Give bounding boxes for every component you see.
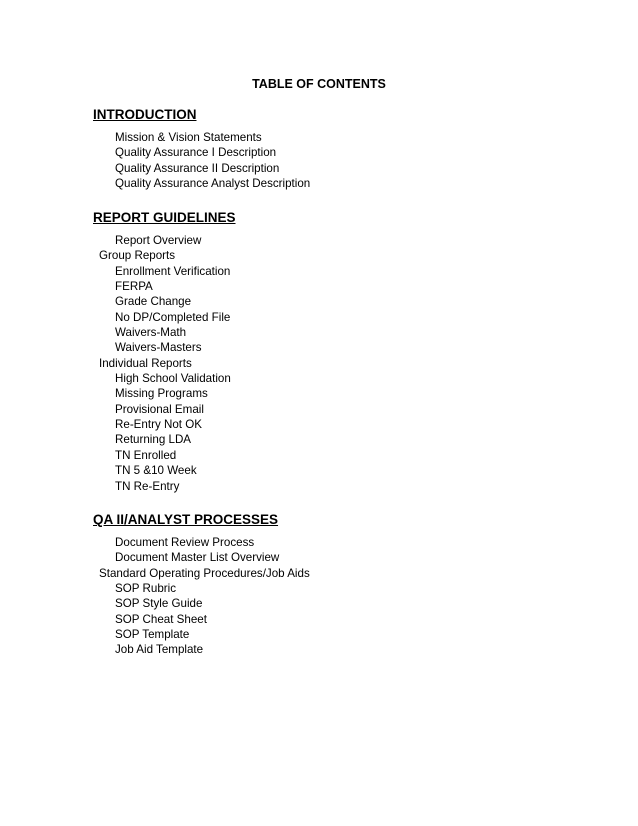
toc-entry: Provisional Email (115, 402, 204, 416)
toc-entry: No DP/Completed File (115, 310, 231, 324)
section-report-guidelines (93, 209, 573, 494)
toc-entry: SOP Rubric (115, 582, 176, 596)
section-heading: QA II/ANALYST PROCESSES (93, 512, 279, 527)
toc-entry: Document Master List Overview (115, 551, 280, 565)
section-heading: REPORT GUIDELINES (93, 210, 236, 225)
toc-entry: Re-Entry Not OK (115, 418, 202, 432)
toc-subheading: Group Reports (99, 249, 176, 263)
section-heading: INTRODUCTION (93, 107, 197, 122)
toc-entry: FERPA (115, 280, 153, 294)
toc-entry: TN 5 &10 Week (115, 464, 197, 478)
toc-subheading: Standard Operating Procedures/Job Aids (99, 566, 310, 580)
toc-entry: SOP Cheat Sheet (115, 612, 207, 626)
toc-entry: Waivers-Math (115, 326, 187, 340)
toc-entry: SOP Style Guide (115, 597, 203, 611)
toc-entry: SOP Template (115, 628, 190, 642)
toc-entry: Quality Assurance II Description (115, 161, 280, 175)
toc-entry: High School Validation (115, 372, 231, 386)
toc-entry: TN Re-Entry (115, 479, 180, 493)
toc-entry: Returning LDA (115, 433, 192, 447)
toc-entry: Grade Change (115, 295, 192, 309)
toc-entry: Waivers-Masters (115, 341, 202, 355)
toc-entry: Mission & Vision Statements (115, 131, 262, 144)
toc-list (93, 130, 573, 191)
toc-entry: Job Aid Template (115, 643, 204, 657)
toc-entry: Enrollment Verification (115, 264, 231, 278)
toc-entry: Missing Programs (115, 387, 208, 401)
toc-entry: Document Review Process (115, 536, 255, 549)
toc-entry: TN Enrolled (115, 448, 177, 462)
toc-entry: Report Overview (115, 234, 202, 247)
toc-list (93, 535, 573, 658)
toc-entry: Quality Assurance Analyst Description (115, 177, 311, 191)
section-qa-analyst-processes (93, 511, 573, 658)
toc-subheading: Individual Reports (99, 356, 192, 370)
toc-list (93, 233, 573, 494)
section-introduction (93, 106, 573, 191)
toc-entry: Quality Assurance I Description (115, 146, 277, 160)
page-title: TABLE OF CONTENTS (252, 77, 386, 91)
